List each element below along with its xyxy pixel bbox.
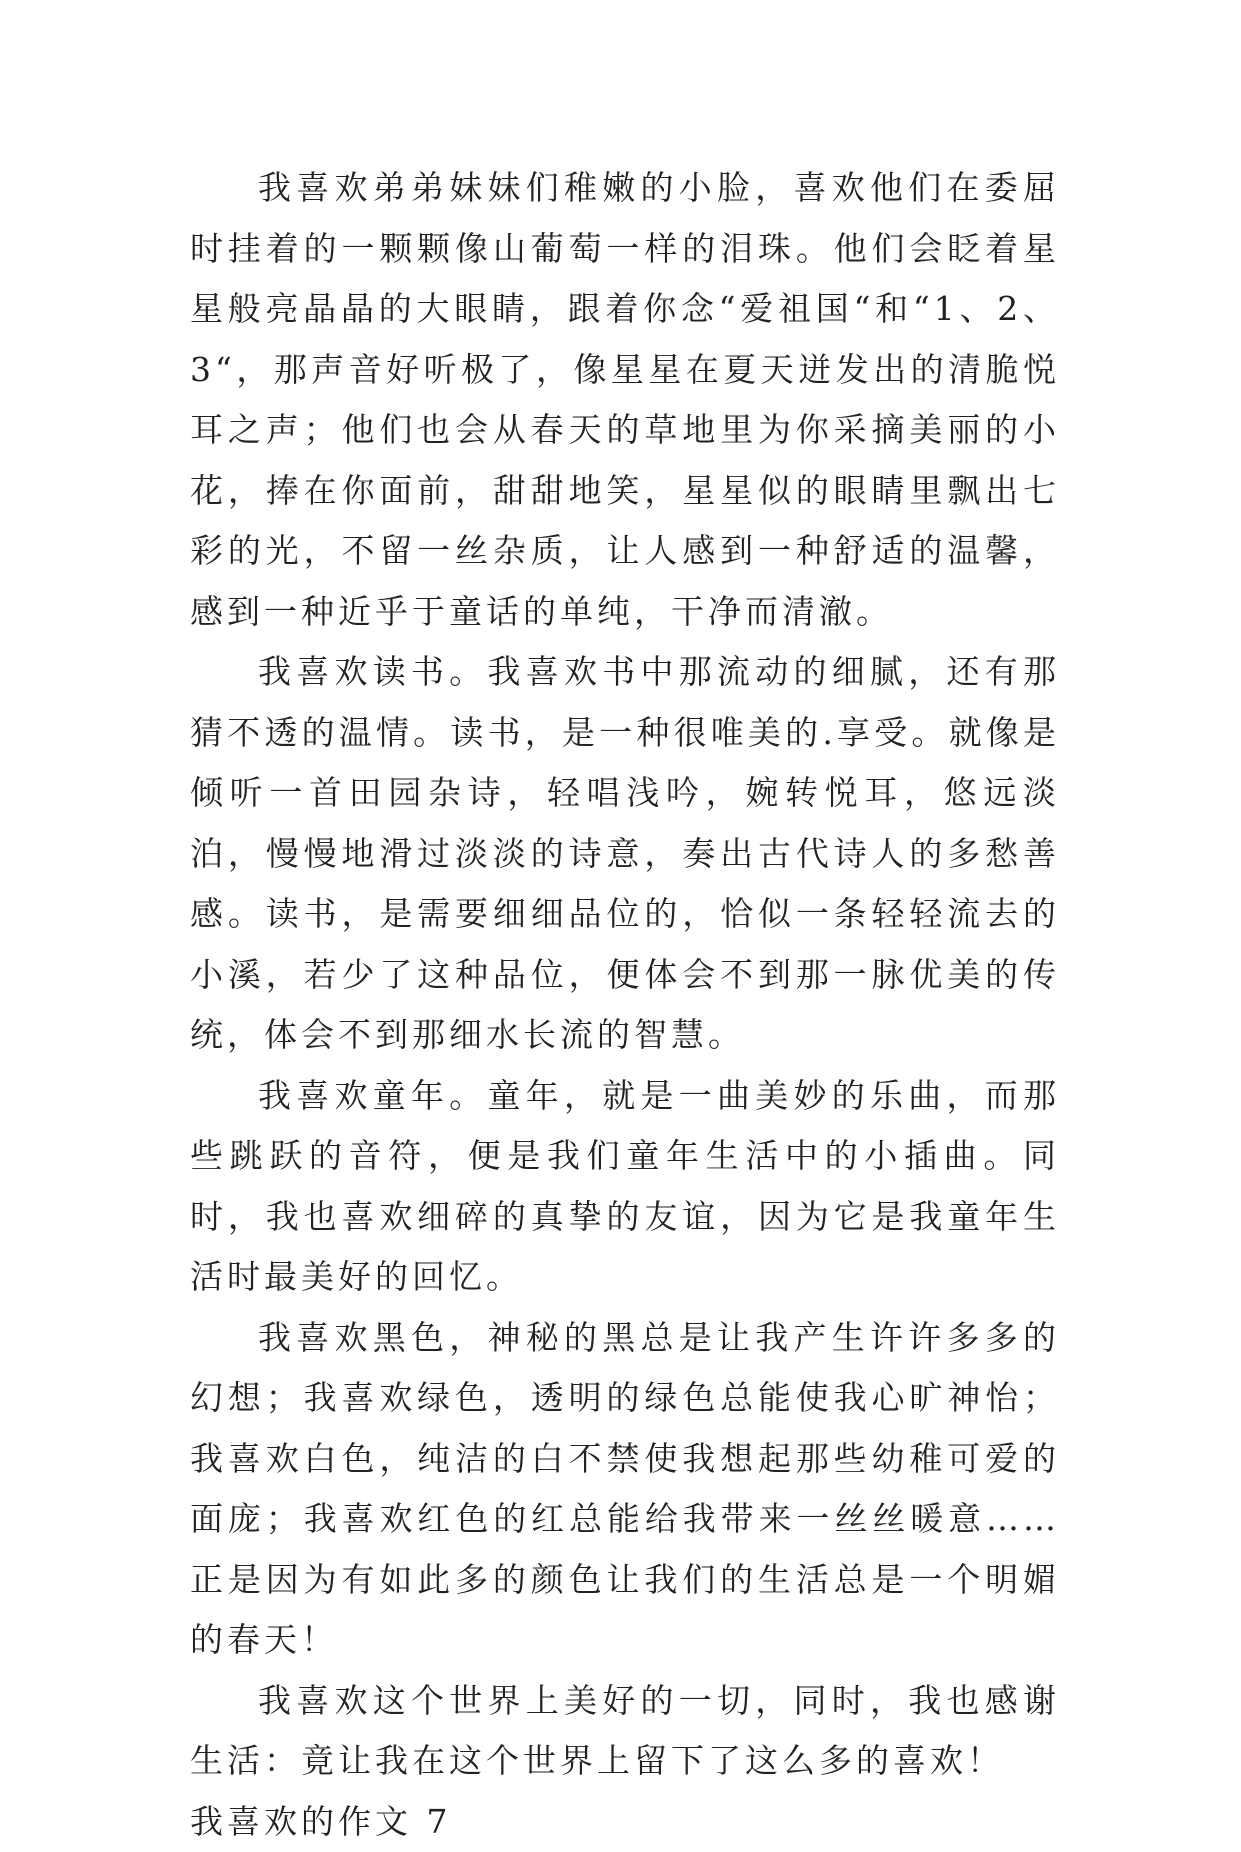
document-body — [190, 158, 1060, 1852]
paragraph: 我喜欢童年。童年，就是一曲美妙的乐曲，而那些跳跃的音符，便是我们童年生活中的小插曲。同时，我也喜欢细碎的真挚的友谊，因为它是我童年生活时最美好的回忆。 — [190, 1066, 1060, 1308]
paragraph: 我喜欢弟弟妹妹们稚嫩的小脸，喜欢他们在委屈时挂着的一颗颗像山葡萄一样的泪珠。他们会眨着星星般亮晶晶的大眼睛，跟着你念“爱祖国“和“1、2、3“，那声音好听极了，像星星在夏天迸发出的清脆悦耳之声；他们也会从春天的草地里为你采摘美丽的小花，捧在你面前，甜甜地笑，星星似的眼睛里飘出七彩的光，不留一丝杂质，让人感到一种舒适的温馨，感到一种近乎于童话的单纯，干净而清澈。 — [190, 158, 1060, 642]
paragraph: 我喜欢黑色，神秘的黑总是让我产生许许多多的幻想；我喜欢绿色，透明的绿色总能使我心旷神怡；我喜欢白色，纯洁的白不禁使我想起那些幼稚可爱的面庞；我喜欢红色的红总能给我带来一丝丝暖意……正是因为有如此多的颜色让我们的生活总是一个明媚的春天！ — [190, 1308, 1060, 1671]
paragraph: 我喜欢读书。我喜欢书中那流动的细腻，还有那猜不透的温情。读书，是一种很唯美的.享受。就像是倾听一首田园杂诗，轻唱浅吟，婉转悦耳，悠远淡泊，慢慢地滑过淡淡的诗意，奏出古代诗人的多愁善感。读书，是需要细细品位的，恰似一条轻轻流去的小溪，若少了这种品位，便体会不到那一脉优美的传统，体会不到那细水长流的智慧。 — [190, 642, 1060, 1066]
essay-heading: 我喜欢的作文 7 — [190, 1792, 1060, 1852]
paragraph: 我喜欢这个世界上美好的一切，同时，我也感谢生活：竟让我在这个世界上留下了这么多的喜欢！ — [190, 1671, 1060, 1792]
